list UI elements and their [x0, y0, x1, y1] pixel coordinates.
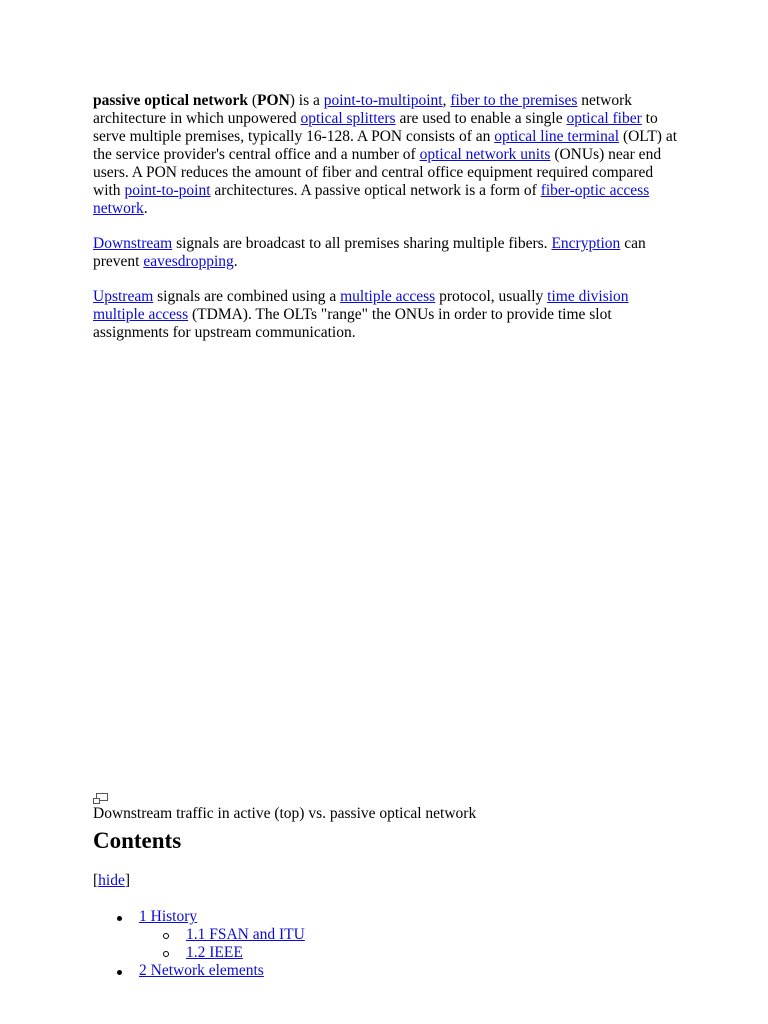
toc-item-network-elements: [93, 962, 678, 980]
upstream-text-1: signals are combined using a: [153, 288, 341, 305]
link-downstream[interactable]: Downstream: [93, 235, 173, 252]
link-encryption[interactable]: Encryption: [551, 235, 621, 252]
intro-text-4: network architecture in which unpowered: [93, 92, 633, 127]
upstream-text-3: (TDMA). The OLTs "range" the ONUs in order to provide time slot assignments for upstream communication.: [93, 306, 612, 341]
contents-heading: Contents: [93, 828, 182, 853]
link-optical-fiber[interactable]: optical fiber: [566, 110, 642, 127]
toc-item-fsan-itu: [139, 926, 678, 944]
intro-text-2: ) is a: [289, 92, 324, 109]
enlarge-icon[interactable]: [93, 793, 108, 804]
intro-text-9: architectures. A passive optical network is a form of: [210, 182, 541, 199]
toc-link-history[interactable]: 1 History: [139, 908, 198, 925]
intro-text-6: to serve multiple premises, typically 16-128. A PON consists of an: [93, 110, 658, 145]
link-time-division-multiple-access[interactable]: time division multiple access: [93, 288, 629, 323]
figure-caption: Downstream traffic in active (top) vs. passive optical network: [93, 805, 477, 822]
toc-link-ieee[interactable]: 1.2 IEEE: [186, 944, 243, 961]
downstream-text-2: can prevent: [93, 235, 646, 270]
link-fiber-optic-access-network[interactable]: fiber-optic access network: [93, 182, 650, 217]
upstream-paragraph: [93, 288, 678, 342]
figure-image-placeholder: [93, 345, 678, 790]
intro-text-10: .: [143, 200, 148, 217]
article-body: [93, 92, 678, 342]
link-eavesdropping[interactable]: eavesdropping: [143, 253, 234, 270]
hide-toggle-link[interactable]: hide: [98, 872, 125, 889]
link-point-to-point[interactable]: point-to-point: [124, 182, 211, 199]
intro-text-5: are used to enable a single: [395, 110, 567, 127]
toggle-bracket-close: ]: [124, 872, 131, 889]
toc-item-history: [93, 908, 678, 962]
intro-text-7: (OLT) at the service provider's central office and a number of: [93, 128, 678, 163]
intro-text-3: ,: [442, 92, 451, 109]
link-optical-network-units[interactable]: optical network units: [419, 146, 551, 163]
upstream-text-2: protocol, usually: [435, 288, 548, 305]
downstream-text-3: .: [233, 253, 238, 270]
link-point-to-multipoint[interactable]: point-to-multipoint: [323, 92, 443, 109]
intro-text-1: (: [248, 92, 258, 109]
toc-sublist-history: [139, 926, 678, 962]
toc-link-network-elements[interactable]: 2 Network elements: [139, 962, 264, 979]
intro-paragraph: [93, 92, 678, 218]
downstream-paragraph: [93, 235, 678, 271]
intro-text-8: (ONUs) near end users. A PON reduces the amount of fiber and central office equipment required compared with: [93, 146, 662, 199]
link-multiple-access[interactable]: multiple access: [340, 288, 436, 305]
abbr-bold: PON: [257, 92, 290, 109]
figure-caption-block: [93, 793, 678, 823]
link-upstream[interactable]: Upstream: [93, 288, 154, 305]
downstream-text-1: signals are broadcast to all premises sharing multiple fibers.: [172, 235, 552, 252]
term-bold: passive optical network: [93, 92, 248, 109]
link-fiber-to-the-premises[interactable]: fiber to the premises: [450, 92, 578, 109]
enlarge-icon-small-box: [93, 798, 100, 804]
link-optical-splitters[interactable]: optical splitters: [300, 110, 396, 127]
toggle-bracket-open: [: [93, 872, 99, 889]
link-optical-line-terminal[interactable]: optical line terminal: [494, 128, 620, 145]
toc-item-ieee: [139, 944, 678, 962]
contents-toggle: [93, 872, 130, 890]
table-of-contents: [93, 908, 678, 980]
toc-link-fsan-itu[interactable]: 1.1 FSAN and ITU: [186, 926, 305, 943]
